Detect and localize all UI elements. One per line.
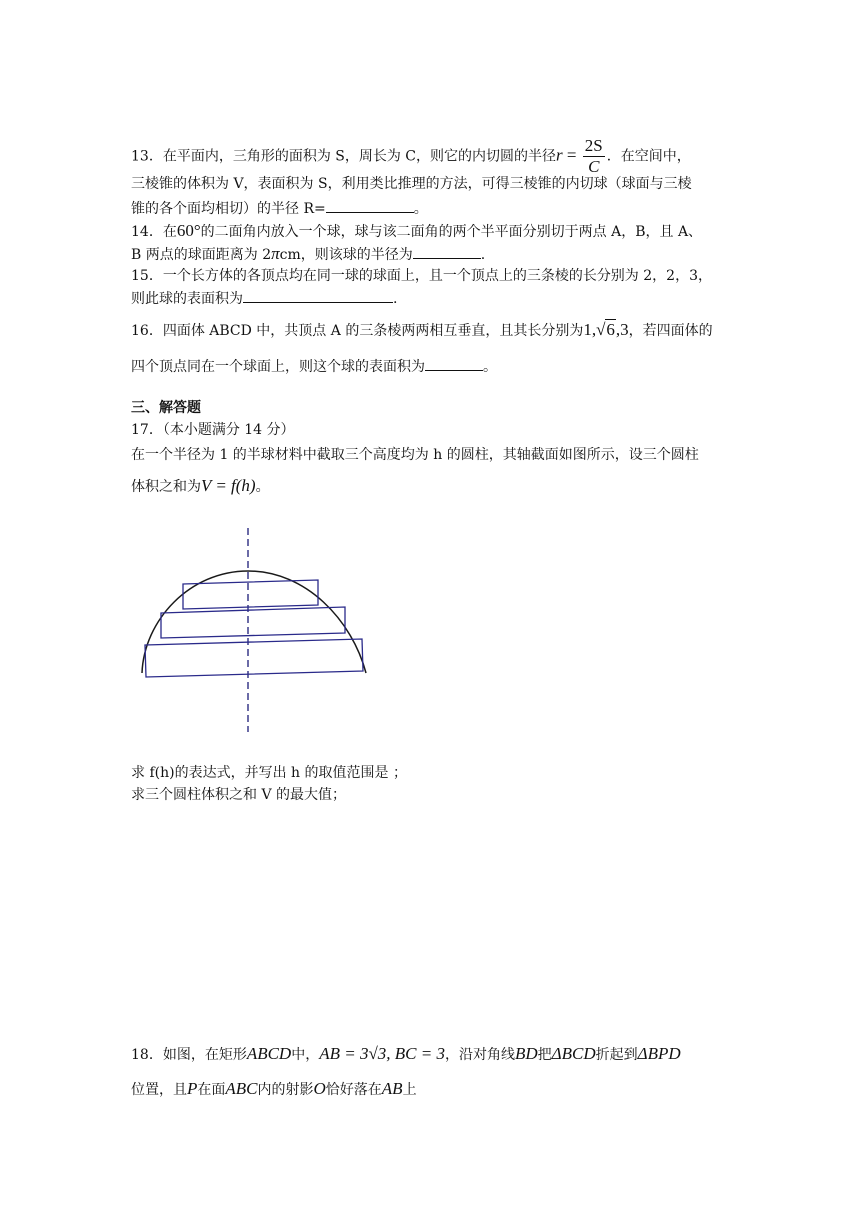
q16-sqrt-sign: √ <box>596 320 606 339</box>
q13-formula-eq: = <box>562 145 581 165</box>
q17-formula: V = f(h) <box>201 476 256 495</box>
q15-line2 <box>131 288 397 309</box>
q13-line3-text: 锥的各个面均相切）的半径 R= <box>131 201 326 217</box>
q15-line1: 15．一个长方体的各顶点均在同一球的球面上，且一个顶点上的三条棱的长分别为 2，2，3， <box>131 268 712 284</box>
q14-answer-blank[interactable] <box>413 244 481 259</box>
section3-heading: 三、解答题 <box>131 400 201 416</box>
q14-pi: π <box>271 244 280 263</box>
q18-bd: BD <box>514 1044 538 1063</box>
q17-line2 <box>131 476 270 497</box>
q16-length-sqrt: 6 <box>606 320 615 339</box>
q13-line3 <box>131 198 428 219</box>
q14-line2-end: . <box>480 247 486 263</box>
cylinder-section-middle <box>161 607 345 638</box>
q14-text-post: 的二面角内放入一个球，球与该二面角的两个半平面分别切于两点 A，B，且 A、 <box>200 224 703 240</box>
q17-line2-pre: 体积之和为 <box>131 479 201 495</box>
q13-line1 <box>131 136 691 177</box>
q18-line2-pre: 位置，且 <box>131 1082 187 1098</box>
q14-line2-post: cm，则该球的半径为 <box>279 247 413 263</box>
q14-angle: 60° <box>176 221 201 240</box>
q16-line2-text: 四个顶点同在一个球面上，则这个球的表面积为 <box>131 359 425 375</box>
q18-text-pre: 18．如图，在矩形 <box>131 1047 247 1063</box>
q18-ab-bc: AB = 3√3, BC = 3 <box>319 1044 445 1063</box>
q16-line2 <box>131 356 497 377</box>
q18-line2-end: 上 <box>402 1082 417 1098</box>
q18-ab2: AB <box>381 1079 403 1098</box>
q18-plane: ABC <box>225 1079 258 1098</box>
hemisphere-arc <box>142 571 366 673</box>
q16-line2-end: 。 <box>483 359 497 375</box>
hemisphere-cylinders-figure <box>130 520 370 735</box>
q18-mid3: 把 <box>537 1047 552 1063</box>
q13-line2: 三棱锥的体积为 V，表面积为 S，利用类比推理的方法，可得三棱锥的内切球（球面与三棱 <box>131 176 692 192</box>
q18-p: P <box>187 1079 198 1098</box>
q16-text-post: ，若四面体的 <box>628 323 713 339</box>
q17-line1: 在一个半径为 1 的半球材料中截取三个高度均为 h 的圆柱，其轴截面如图所示，设三个圆柱 <box>131 447 699 463</box>
q18-rect: ABCD <box>246 1044 292 1063</box>
q13-answer-blank[interactable] <box>326 198 414 213</box>
q16-length-a: 1, <box>583 320 597 339</box>
q16-answer-blank[interactable] <box>425 356 483 371</box>
q17-header: 17．（本小题满分 14 分） <box>131 422 295 438</box>
q16-line1 <box>131 320 713 341</box>
q14-text-pre: 14．在 <box>131 224 177 240</box>
q18-o: O <box>313 1079 326 1098</box>
q13-line3-end: 。 <box>413 201 428 217</box>
q18-tri1: ΔBCD <box>551 1044 596 1063</box>
q13-text-post: ．在空间中， <box>606 148 691 165</box>
q15-line2-end: . <box>393 291 398 307</box>
q16-length-b: ,3 <box>615 320 629 339</box>
q14-line2 <box>131 244 485 265</box>
q13-fraction <box>583 136 605 177</box>
q17-line2-end: 。 <box>255 479 270 495</box>
q18-mid4: 折起到 <box>595 1047 638 1063</box>
q18-line2-mid1: 在面 <box>197 1082 226 1098</box>
q18-line2 <box>131 1079 417 1100</box>
q18-mid1: 中， <box>291 1047 320 1063</box>
q13-formula-var: r <box>556 145 563 165</box>
q18-tri2: ΔBPD <box>637 1044 681 1063</box>
q13-text-pre: 13．在平面内，三角形的面积为 S，周长为 C，则它的内切圆的半径 <box>131 148 557 165</box>
q18-mid2: ，沿对角线 <box>444 1047 515 1063</box>
q18-line2-mid3: 恰好落在 <box>325 1082 382 1098</box>
q13-frac-denominator: C <box>588 157 600 176</box>
q14-line2-pre: B 两点的球面距离为 2 <box>131 247 272 263</box>
q18-line1 <box>131 1044 681 1065</box>
q13-frac-numerator: 2S <box>584 136 603 155</box>
q18-line2-mid2: 内的射影 <box>257 1082 314 1098</box>
q14-line1 <box>131 221 702 242</box>
q15-answer-blank[interactable] <box>243 288 393 303</box>
q17-part2: 求三个圆柱体积之和 V 的最大值； <box>131 787 347 803</box>
q15-line2-text: 则此球的表面积为 <box>131 291 243 307</box>
cylinder-section-bottom <box>145 639 363 677</box>
q16-text-pre: 16．四面体 ABCD 中，共顶点 A 的三条棱两两相互垂直，且其长分别为 <box>131 323 584 339</box>
q17-part1: 求 f(h)的表达式，并写出 h 的取值范围是 ； <box>131 765 407 781</box>
